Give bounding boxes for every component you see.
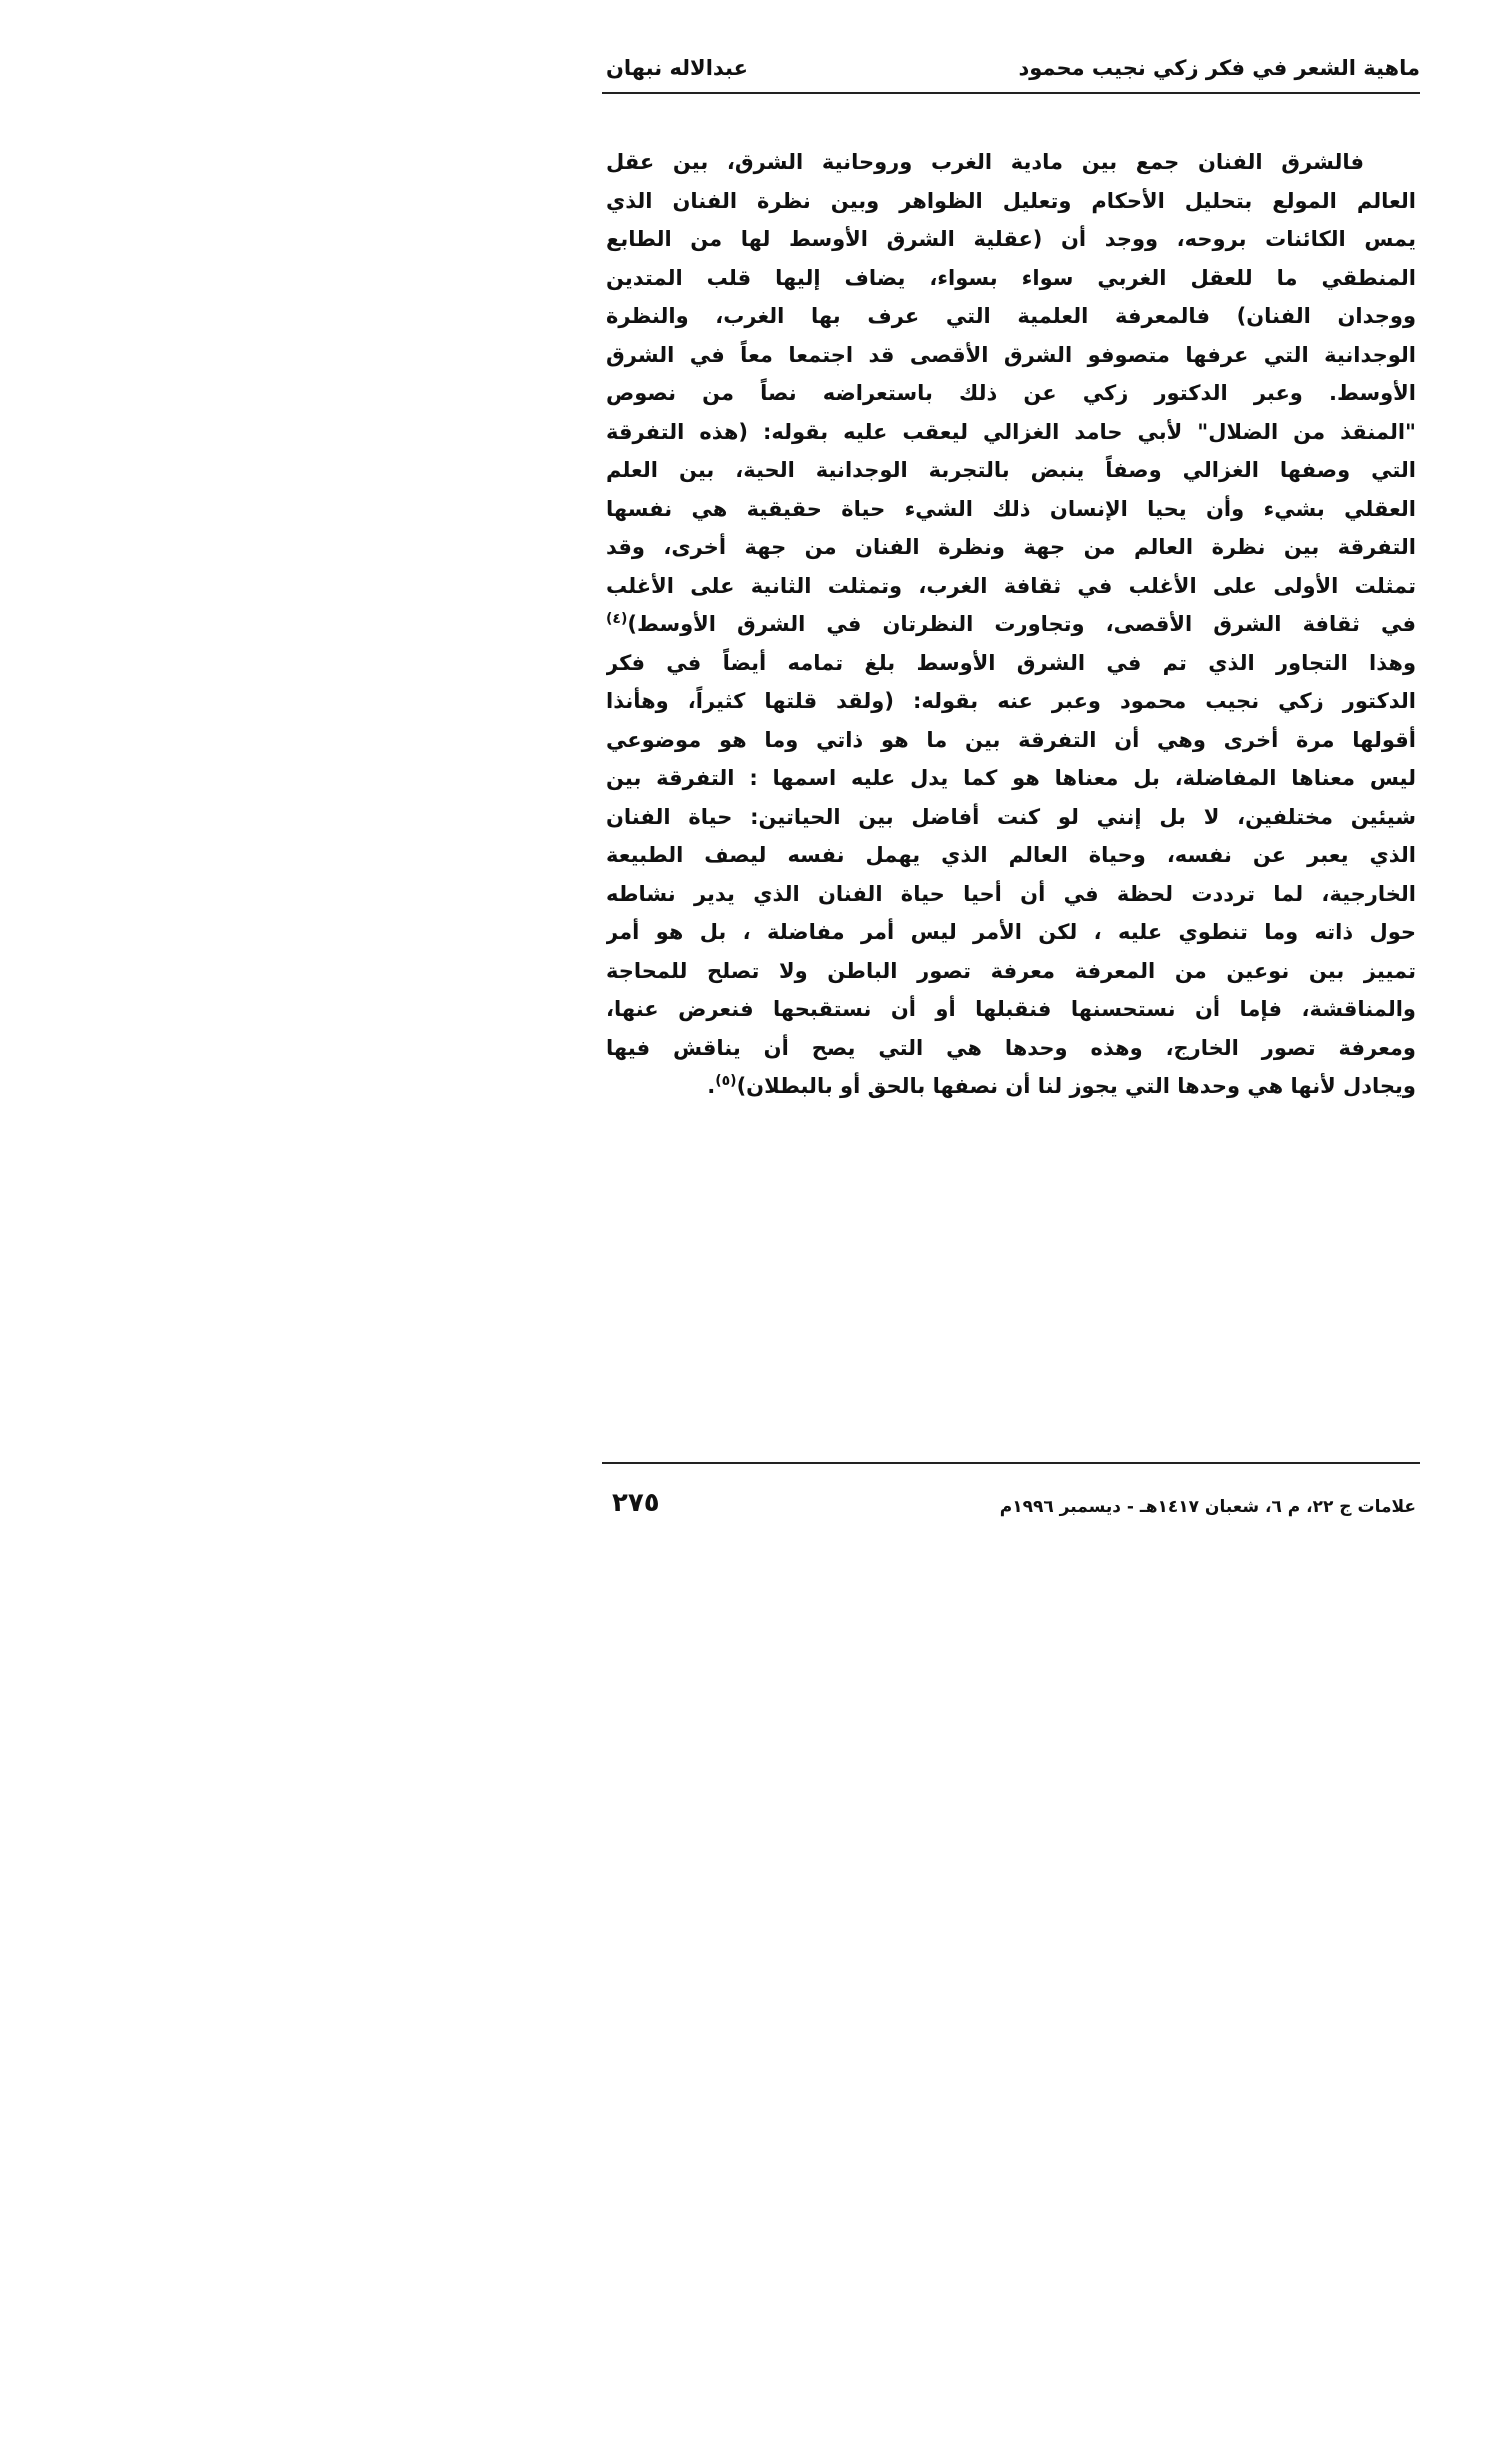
text-line: العالم المولع بتحليل الأحكام وتعليل الظواهر وبين نظرة الفنان الذي xyxy=(606,188,1416,213)
running-header xyxy=(602,48,1420,94)
footnote-ref-4: (٤) xyxy=(606,611,628,627)
text-line: ومعرفة تصور الخارج، وهذه وحدها هي التي يصح أن يناقش فيها xyxy=(606,1035,1416,1060)
text-line: الدكتور زكي نجيب محمود وعبر عنه بقوله: (ولقد قلتها كثيراً، وهأنذا xyxy=(606,689,1416,713)
page-number: ٢٧٥ xyxy=(612,1488,660,1518)
text-line: وهذا التجاور الذي تم في الشرق الأوسط بلغ تمامه أيضاً في فكر xyxy=(606,650,1416,675)
text-line: يمس الكائنات بروحه، ووجد أن (عقلية الشرق الأوسط لها من الطابع xyxy=(606,227,1416,251)
text-line: ليس معناها المفاضلة، بل معناها هو كما يدل عليه اسمها : التفرقة بين xyxy=(606,766,1416,790)
text-line: الخارجية، لما ترددت لحظة في أن أحيا حياة الفنان الذي يدير نشاطه xyxy=(606,881,1416,906)
footnote-ref-5: (٥) xyxy=(715,1073,737,1089)
running-title: ماهية الشعر في فكر زكي نجيب محمود xyxy=(1018,56,1420,80)
final-period: . xyxy=(707,1074,716,1098)
text-line: تمييز بين نوعين من المعرفة معرفة تصور الباطن ولا تصلح للمحاجة xyxy=(606,958,1416,983)
text-line: حول ذاته وما تنطوي عليه ، لكن الأمر ليس أمر مفاضلة ، بل هو أمر xyxy=(606,920,1416,944)
text-line-with-footnote xyxy=(606,1067,1416,1106)
text-line: تمثلت الأولى على الأغلب في ثقافة الغرب، وتمثلت الثانية على الأغلب xyxy=(606,573,1416,598)
footer-rule xyxy=(602,1462,1420,1464)
text-line-with-footnote xyxy=(606,605,1416,644)
text-line: ويجادل لأنها هي وحدها التي يجوز لنا أن نصفها بالحق أو بالبطلان) xyxy=(736,1074,1416,1098)
body-text xyxy=(606,143,1416,1106)
text-line: المنطقي ما للعقل الغربي سواء بسواء، يضاف إليها قلب المتدين xyxy=(606,265,1416,290)
text-line: والمناقشة، فإما أن نستحسنها فنقبلها أو أن نستقبحها فنعرض عنها، xyxy=(606,997,1416,1021)
text-line: الذي يعبر عن نفسه، وحياة العالم الذي يهمل نفسه ليصف الطبيعة xyxy=(606,843,1416,867)
text-line: "المنقذ من الضلال" لأبي حامد الغزالي ليعقب عليه بقوله: (هذه التفرقة xyxy=(606,419,1416,444)
text-line: شيئين مختلفين، لا بل إنني لو كنت أفاضل بين الحياتين: حياة الفنان xyxy=(606,804,1416,829)
text-line: الوجدانية التي عرفها متصوفو الشرق الأقصى قد اجتمعا معاً في الشرق xyxy=(606,342,1416,367)
text-line: في ثقافة الشرق الأقصى، وتجاورت النظرتان في الشرق الأوسط) xyxy=(627,612,1416,636)
text-line: فالشرق الفنان جمع بين مادية الغرب وروحانية الشرق، بين عقل xyxy=(606,150,1364,174)
text-line: العقلي بشيء وأن يحيا الإنسان ذلك الشيء حياة حقيقية هي نفسها xyxy=(606,496,1416,521)
text-line: ووجدان الفنان) فالمعرفة العلمية التي عرف بها الغرب، والنظرة xyxy=(606,304,1416,328)
text-line: التفرقة بين نظرة العالم من جهة ونظرة الفنان من جهة أخرى، وقد xyxy=(606,535,1416,559)
running-author: عبدالاله نبهان xyxy=(606,56,748,80)
text-line: أقولها مرة أخرى وهي أن التفرقة بين ما هو ذاتي وما هو موضوعي xyxy=(606,727,1416,752)
text-line: التي وصفها الغزالي وصفاً ينبض بالتجربة الوجدانية الحية، بين العلم xyxy=(606,458,1416,482)
text-line: الأوسط. وعبر الدكتور زكي عن ذلك باستعراضه نصاً من نصوص xyxy=(606,381,1416,405)
journal-citation: علامات ج ٢٢، م ٦، شعبان ١٤١٧هـ - ديسمبر ١٩٩٦م xyxy=(999,1497,1416,1517)
